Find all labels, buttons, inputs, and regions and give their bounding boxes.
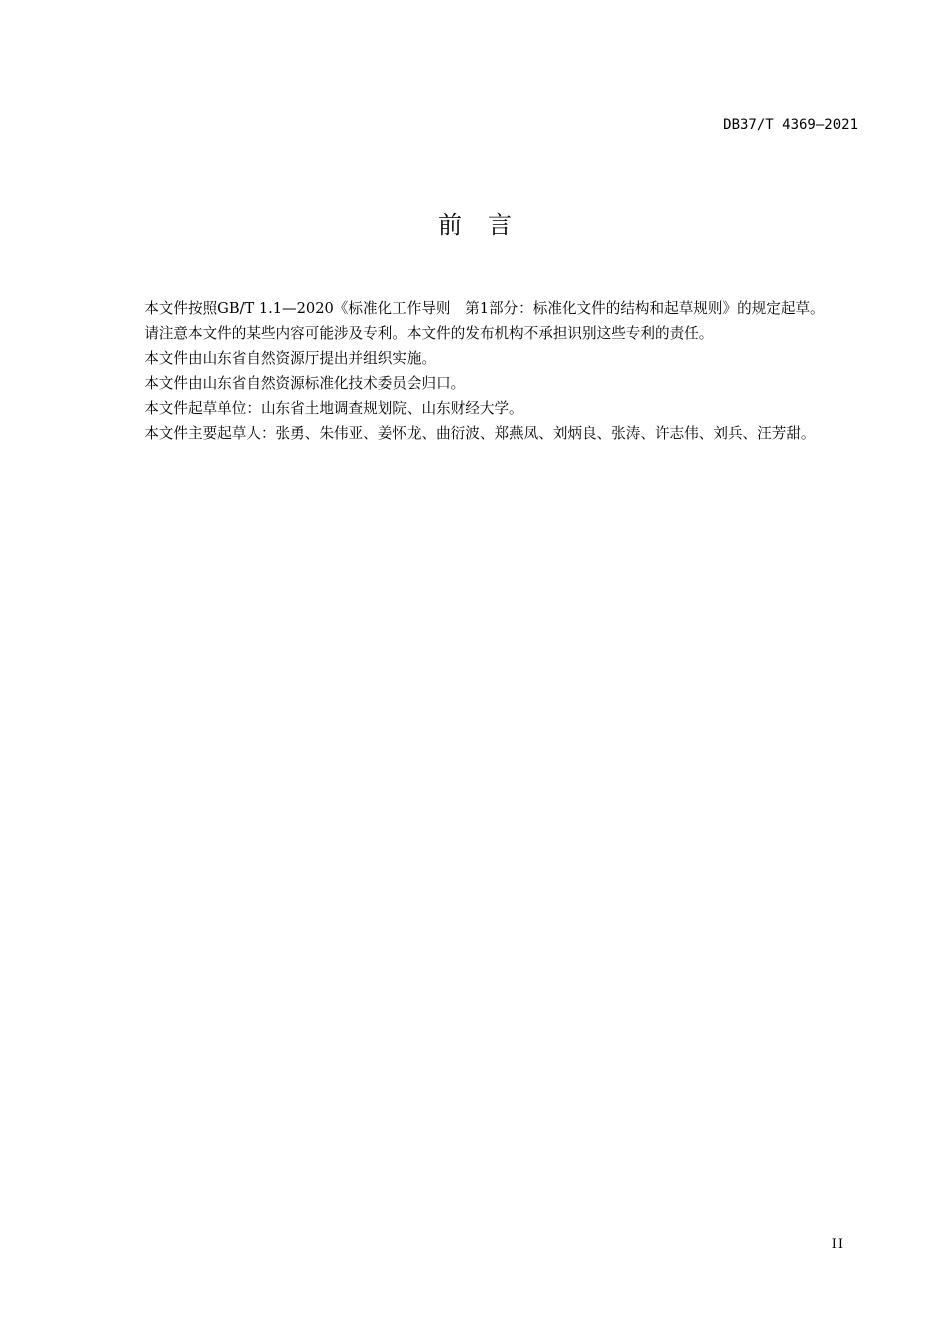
page-number: II: [831, 1237, 844, 1252]
paragraph-drafting-units: 本文件起草单位：山东省土地调查规划院、山东财经大学。: [144, 400, 524, 417]
page-title: 前言: [438, 211, 538, 239]
paragraph-drafters: 本文件主要起草人：张勇、朱伟亚、姜怀龙、曲衍波、郑燕凤、刘炳良、张涛、许志伟、刘兵、汪芳甜。: [144, 425, 816, 442]
foreword-body: [115, 296, 859, 446]
paragraph-committee: 本文件由山东省自然资源标准化技术委员会归口。: [144, 375, 466, 392]
document-code: DB37/T 4369—2021: [723, 117, 858, 133]
paragraph-drafting-rules: 本文件按照GB/T 1.1—2020《标准化工作导则 第1部分：标准化文件的结构和起草规则》的规定起草。: [144, 300, 825, 317]
paragraph-patent-notice: 请注意本文件的某些内容可能涉及专利。本文件的发布机构不承担识别这些专利的责任。: [144, 325, 714, 342]
paragraph-proposer: 本文件由山东省自然资源厅提出并组织实施。: [144, 350, 437, 367]
